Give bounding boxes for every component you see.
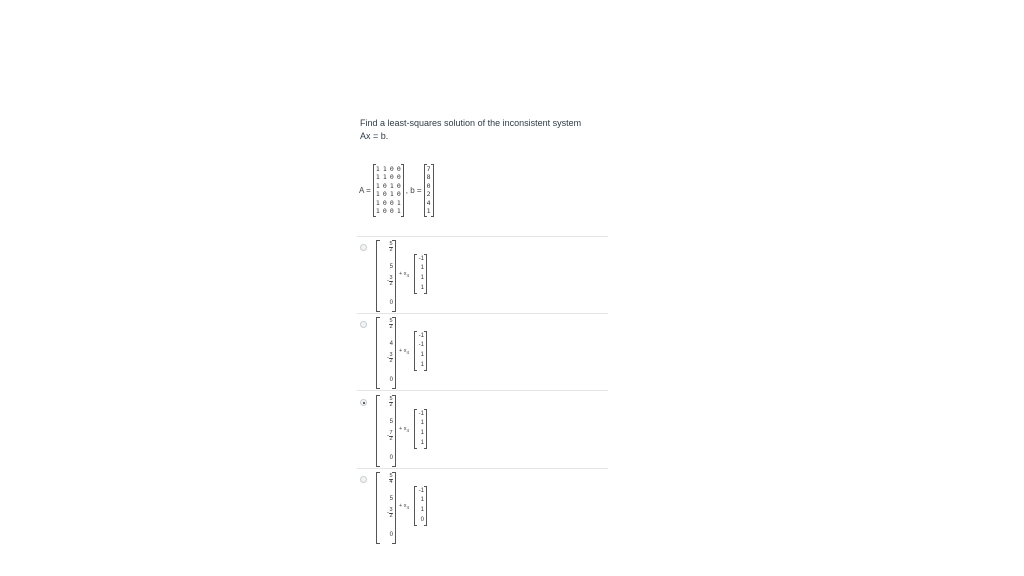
- vector-entry-sign: -: [386, 278, 389, 284]
- plus-x-text: + x: [399, 503, 407, 509]
- null-vector-entry: -1: [418, 342, 424, 348]
- solution-vector: [376, 472, 396, 544]
- vector-entry-sign: -: [386, 433, 389, 439]
- vector-entry-den: 2: [389, 402, 393, 408]
- vector-entry-den: 2: [389, 247, 393, 253]
- plus-x-text: + x: [399, 271, 407, 277]
- matrix-a-cell: 1: [396, 198, 401, 207]
- matrix-a-cell: 1: [375, 173, 380, 181]
- vector-entry-den: 2: [389, 281, 393, 287]
- matrix-a-row: [376, 190, 401, 199]
- option-divider: [357, 390, 608, 391]
- matrix-a-cell: 0: [382, 207, 387, 215]
- question-text: [360, 117, 610, 143]
- null-vector-entry: 0: [420, 517, 424, 523]
- vector-entry-num: 7: [389, 430, 393, 436]
- matrix-a-row: [376, 165, 401, 174]
- vector-entry: 0: [389, 300, 393, 306]
- null-vector-entry: -1: [418, 411, 424, 417]
- matrix-a-cell: 0: [396, 181, 401, 190]
- option-divider: [357, 236, 608, 237]
- solution-vector: [376, 240, 396, 312]
- null-vector-entry: 1: [420, 352, 424, 358]
- null-vector-entry: 1: [420, 497, 424, 503]
- vector-entry-num: 5: [389, 318, 393, 324]
- plus-x4-term: [399, 426, 409, 433]
- matrix-a-cell: 0: [389, 164, 394, 173]
- vector-entry: 5: [389, 264, 393, 270]
- radio-button[interactable]: [360, 244, 367, 251]
- matrix-a-cell: 0: [382, 198, 387, 207]
- null-vector-entry: -1: [418, 256, 424, 262]
- radio-button[interactable]: [360, 321, 367, 328]
- plus-x-text: + x: [399, 426, 407, 432]
- vector-entry: 5: [389, 496, 393, 502]
- vector-entry-num: 5: [389, 396, 393, 402]
- matrix-a-cell: 1: [389, 181, 394, 190]
- radio-button[interactable]: [360, 476, 367, 483]
- null-space-vector: [414, 254, 427, 294]
- matrix-a-cell: 0: [382, 181, 387, 190]
- matrix-a: [373, 164, 404, 217]
- null-space-vector: [414, 331, 427, 371]
- matrix-a-cell: 1: [375, 207, 380, 215]
- plus-x4-term: [399, 271, 409, 278]
- vector-b-cell: 0: [426, 181, 431, 190]
- question-line-1: Find a least-squares solution of the inconsistent system: [360, 118, 582, 128]
- vector-b-cell: 8: [426, 173, 431, 181]
- matrix-a-row: [376, 207, 401, 216]
- null-space-vector: [414, 409, 427, 449]
- x-subscript: 4: [406, 273, 410, 279]
- vector-entry-num: 3: [389, 352, 393, 358]
- vector-entry: 0: [389, 377, 393, 383]
- vector-b-cell: 7: [426, 164, 431, 173]
- matrix-a-cell: 0: [396, 164, 401, 173]
- vector-entry-num: 5: [389, 473, 393, 479]
- x-subscript: 4: [406, 505, 410, 511]
- vector-entry: 0: [389, 532, 393, 538]
- vector-b-cell: 1: [426, 207, 431, 215]
- vector-entry: 0: [389, 455, 393, 461]
- vector-entry: 5: [389, 419, 393, 425]
- system-definition: [357, 159, 434, 221]
- null-vector-entry: 1: [420, 265, 424, 271]
- null-vector-entry: 1: [420, 420, 424, 426]
- matrix-a-row: [376, 173, 401, 182]
- null-vector-entry: -1: [418, 333, 424, 339]
- matrix-a-row: [376, 199, 401, 208]
- vector-b-cell: 4: [426, 198, 431, 207]
- vector-entry-sign: -: [386, 510, 389, 516]
- vector-b: [424, 164, 434, 217]
- vector-b-label: , b =: [405, 185, 422, 195]
- vector-entry-num: 3: [389, 275, 393, 281]
- option-divider: [357, 313, 608, 314]
- x-subscript: 4: [406, 350, 410, 356]
- matrix-a-cell: 1: [375, 181, 380, 190]
- vector-entry-num: 3: [389, 507, 393, 513]
- question-line-2: Ax = b.: [360, 131, 389, 141]
- null-vector-entry: 1: [420, 430, 424, 436]
- matrix-a-cell: 1: [396, 207, 401, 215]
- vector-entry: 4: [389, 341, 393, 347]
- null-vector-entry: 1: [420, 275, 424, 281]
- plus-x4-term: [399, 348, 409, 355]
- matrix-a-cell: 1: [375, 198, 380, 207]
- x-subscript: 4: [406, 428, 410, 434]
- vector-entry-den: 4: [389, 479, 393, 485]
- matrix-a-cell: 0: [396, 190, 401, 198]
- vector-entry-den: 2: [389, 324, 393, 330]
- vector-entry-num: 5: [389, 241, 393, 247]
- vector-b-cell: 2: [426, 190, 431, 198]
- null-space-vector: [414, 486, 427, 526]
- matrix-a-cell: 0: [389, 173, 394, 181]
- matrix-a-cell: 1: [375, 190, 380, 198]
- plus-x4-term: [399, 503, 409, 510]
- matrix-a-cell: 1: [375, 164, 380, 173]
- matrix-a-cell: 0: [396, 173, 401, 181]
- vector-entry-den: 2: [389, 358, 393, 364]
- vector-entry-den: 2: [389, 436, 393, 442]
- matrix-a-cell: 1: [382, 173, 387, 181]
- matrix-a-cell: 1: [389, 190, 394, 198]
- null-vector-entry: -1: [418, 488, 424, 494]
- solution-vector: [376, 317, 396, 389]
- matrix-a-label: A =: [359, 185, 371, 195]
- matrix-a-cell: 0: [389, 207, 394, 215]
- matrix-a-cell: 0: [382, 190, 387, 198]
- plus-x-text: + x: [399, 348, 407, 354]
- matrix-a-cell: 0: [389, 198, 394, 207]
- null-vector-entry: 1: [420, 362, 424, 368]
- matrix-a-row: [376, 182, 401, 191]
- option-divider: [357, 468, 608, 469]
- solution-vector: [376, 395, 396, 467]
- null-vector-entry: 1: [420, 285, 424, 291]
- null-vector-entry: 1: [420, 440, 424, 446]
- vector-entry-den: 2: [389, 513, 393, 519]
- null-vector-entry: 1: [420, 507, 424, 513]
- vector-entry-sign: -: [386, 355, 389, 361]
- radio-button[interactable]: [360, 399, 367, 406]
- matrix-a-cell: 1: [382, 164, 387, 173]
